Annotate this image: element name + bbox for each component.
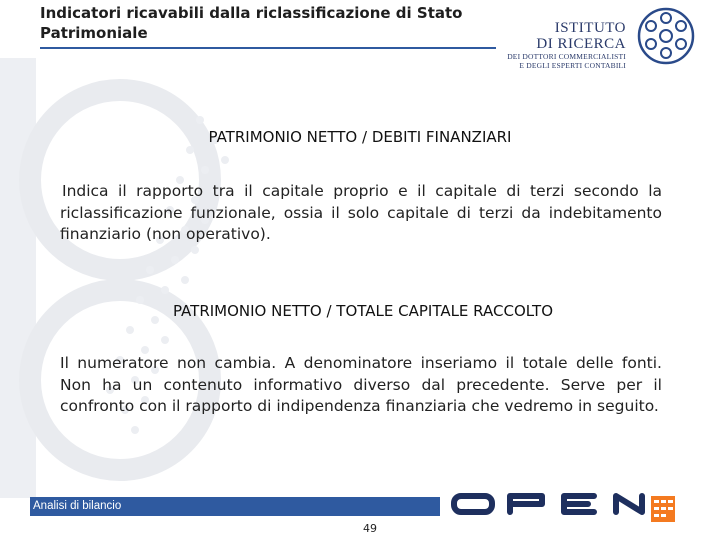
footer-label: Analisi di bilancio bbox=[33, 500, 122, 512]
section-2-heading: PATRIMONIO NETTO / TOTALE CAPITALE RACCOLTO bbox=[172, 302, 554, 320]
footer-bar bbox=[30, 497, 440, 516]
section-1-text: Indica il rapporto tra il capitale proprio e il capitale di terzi secondo la riclassificazione funzionale, ossia il solo capitale di terzi da indebitamento finanziario (non operativo). bbox=[60, 182, 662, 243]
section-1-heading: PATRIMONIO NETTO / DEBITI FINANZIARI bbox=[208, 128, 512, 146]
institute-emblem-icon bbox=[636, 6, 696, 66]
page-number: 49 bbox=[363, 522, 377, 535]
logo-line-3: DEI DOTTORI COMMERCIALISTI bbox=[507, 52, 626, 61]
open-brand-logo bbox=[446, 484, 686, 524]
logo-line-1: ISTITUTO bbox=[554, 20, 626, 36]
logo-line-2: DI RICERCA bbox=[536, 36, 626, 52]
section-2-text: Il numeratore non cambia. A denominatore inseriamo il totale delle fonti. Non ha un contenuto informativo diverso dal precedente. Serve per il confronto con il rapporto di indipendenza finanziaria che vedremo in seguito. bbox=[60, 354, 662, 415]
institute-logo-text bbox=[500, 20, 626, 70]
slide-title: Indicatori ricavabili dalla riclassificazione di Stato Patrimoniale bbox=[40, 4, 463, 42]
watermark-logo-graphic bbox=[0, 60, 260, 500]
title-underline bbox=[40, 47, 496, 49]
logo-line-4: E DEGLI ESPERTI CONTABILI bbox=[519, 61, 626, 70]
